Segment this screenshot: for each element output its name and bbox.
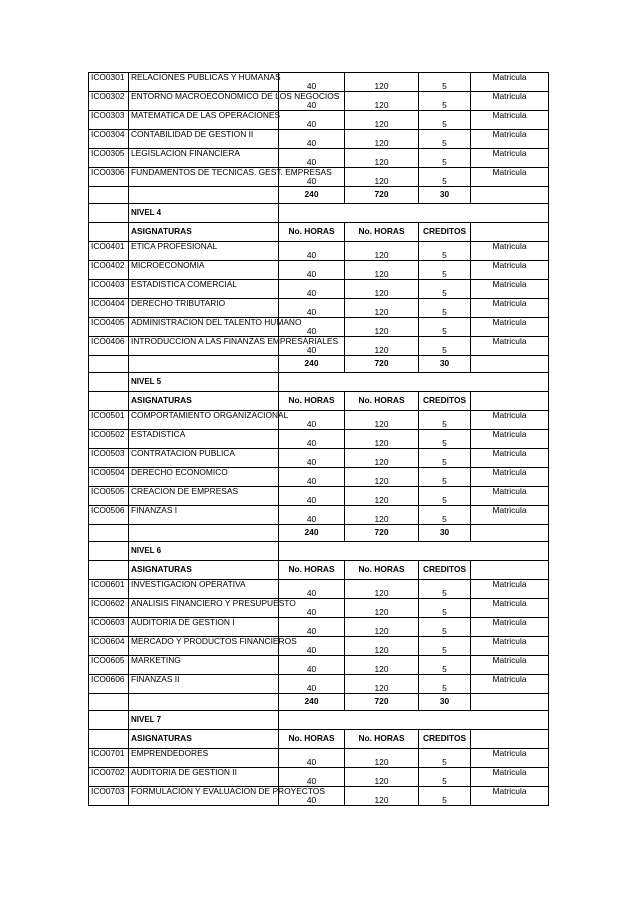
header-asignaturas: ASIGNATURAS: [129, 223, 279, 242]
course-name: FORMULACION Y EVALUACION DE PROYECTOS: [129, 787, 279, 806]
course-code: ICO0606: [89, 675, 129, 694]
course-credits: 5: [419, 749, 471, 768]
header-creditos: CREDITOS: [419, 730, 471, 749]
course-name: AUDITORIA DE GESTION II: [129, 768, 279, 787]
header-horas: No. HORAS: [279, 561, 345, 580]
course-row: [89, 487, 549, 506]
course-hours: 40: [279, 318, 345, 337]
total-hours-sum: 720: [345, 525, 419, 542]
course-code: ICO0302: [89, 92, 129, 111]
course-name: ETICA PROFESIONAL: [129, 242, 279, 261]
total-hours: 240: [279, 694, 345, 711]
matricula-link[interactable]: Matricula: [471, 656, 549, 675]
totals-empty-cell: [471, 356, 549, 373]
course-code: ICO0703: [89, 787, 129, 806]
course-code: ICO0602: [89, 599, 129, 618]
header-empty-cell: [471, 392, 549, 411]
course-credits: 5: [419, 656, 471, 675]
course-code: ICO0605: [89, 656, 129, 675]
level-empty-cell: [471, 204, 549, 223]
level-row: [89, 711, 549, 730]
course-code: ICO0702: [89, 768, 129, 787]
course-credits: 5: [419, 599, 471, 618]
header-horas: No. HORAS: [345, 392, 419, 411]
totals-empty-cell: [129, 187, 279, 204]
course-row: [89, 111, 549, 130]
level-empty-cell: [279, 542, 345, 561]
course-hours: 40: [279, 111, 345, 130]
header-horas: No. HORAS: [279, 223, 345, 242]
course-name: COMPORTAMIENTO ORGANIZACIONAL: [129, 411, 279, 430]
course-code: ICO0306: [89, 168, 129, 187]
course-code: ICO0402: [89, 261, 129, 280]
course-hours: 40: [279, 299, 345, 318]
totals-empty-cell: [89, 525, 129, 542]
course-row: [89, 656, 549, 675]
course-code: ICO0406: [89, 337, 129, 356]
course-hours-total: 120: [345, 261, 419, 280]
column-header-row: [89, 730, 549, 749]
total-hours: 240: [279, 525, 345, 542]
level-code-cell: [89, 204, 129, 223]
matricula-link[interactable]: Matricula: [471, 168, 549, 187]
course-credits: 5: [419, 111, 471, 130]
total-credits: 30: [419, 694, 471, 711]
course-hours-total: 120: [345, 468, 419, 487]
course-hours: 40: [279, 430, 345, 449]
course-hours-total: 120: [345, 299, 419, 318]
course-row: [89, 618, 549, 637]
course-row: [89, 768, 549, 787]
course-name: LEGISLACION FINANCIERA: [129, 149, 279, 168]
header-empty-cell: [471, 730, 549, 749]
matricula-link[interactable]: Matricula: [471, 599, 549, 618]
matricula-link[interactable]: Matricula: [471, 73, 549, 92]
matricula-link[interactable]: Matricula: [471, 430, 549, 449]
course-hours-total: 120: [345, 73, 419, 92]
course-name: EMPRENDEDORES: [129, 749, 279, 768]
course-credits: 5: [419, 168, 471, 187]
header-horas: No. HORAS: [279, 730, 345, 749]
course-row: [89, 637, 549, 656]
level-empty-cell: [345, 542, 419, 561]
course-name: MATEMATICA DE LAS OPERACIONES: [129, 111, 279, 130]
course-credits: 5: [419, 261, 471, 280]
level-empty-cell: [279, 204, 345, 223]
course-name: DERECHO ECONOMICO: [129, 468, 279, 487]
header-code-cell: [89, 223, 129, 242]
course-name: ESTADISTICA COMERCIAL: [129, 280, 279, 299]
course-code: ICO0401: [89, 242, 129, 261]
matricula-link[interactable]: Matricula: [471, 506, 549, 525]
course-name: FINANZAS I: [129, 506, 279, 525]
course-name: MERCADO Y PRODUCTOS FINANCIEROS: [129, 637, 279, 656]
course-row: [89, 468, 549, 487]
course-row: [89, 73, 549, 92]
course-hours: 40: [279, 675, 345, 694]
course-name: INTRODUCCION A LAS FINANZAS EMPRESARIALES: [129, 337, 279, 356]
course-row: [89, 787, 549, 806]
course-code: ICO0501: [89, 411, 129, 430]
level-empty-cell: [279, 711, 345, 730]
course-row: [89, 449, 549, 468]
course-code: ICO0301: [89, 73, 129, 92]
course-name: ADMINISTRACION DEL TALENTO HUMANO: [129, 318, 279, 337]
course-credits: 5: [419, 487, 471, 506]
course-hours-total: 120: [345, 92, 419, 111]
course-row: [89, 749, 549, 768]
matricula-link[interactable]: Matricula: [471, 318, 549, 337]
course-code: ICO0305: [89, 149, 129, 168]
header-creditos: CREDITOS: [419, 561, 471, 580]
level-title: NIVEL 4: [129, 204, 279, 223]
totals-empty-cell: [471, 694, 549, 711]
course-hours-total: 120: [345, 130, 419, 149]
course-hours-total: 120: [345, 618, 419, 637]
total-hours-sum: 720: [345, 187, 419, 204]
course-credits: 5: [419, 768, 471, 787]
course-hours: 40: [279, 280, 345, 299]
course-name: DERECHO TRIBUTARIO: [129, 299, 279, 318]
totals-empty-cell: [89, 694, 129, 711]
course-hours: 40: [279, 768, 345, 787]
course-credits: 5: [419, 411, 471, 430]
level-code-cell: [89, 373, 129, 392]
header-code-cell: [89, 392, 129, 411]
course-credits: 5: [419, 618, 471, 637]
course-code: ICO0505: [89, 487, 129, 506]
course-credits: 5: [419, 637, 471, 656]
matricula-link[interactable]: Matricula: [471, 130, 549, 149]
course-hours-total: 120: [345, 675, 419, 694]
course-hours-total: 120: [345, 787, 419, 806]
course-name: MARKETING: [129, 656, 279, 675]
total-credits: 30: [419, 356, 471, 373]
course-credits: 5: [419, 430, 471, 449]
course-code: ICO0303: [89, 111, 129, 130]
course-code: ICO0604: [89, 637, 129, 656]
course-row: [89, 149, 549, 168]
header-horas: No. HORAS: [345, 730, 419, 749]
course-row: [89, 299, 549, 318]
course-row: [89, 506, 549, 525]
course-hours-total: 120: [345, 637, 419, 656]
course-hours: 40: [279, 599, 345, 618]
course-code: ICO0701: [89, 749, 129, 768]
level-empty-cell: [345, 373, 419, 392]
matricula-link[interactable]: Matricula: [471, 675, 549, 694]
course-name: ESTADISTICA: [129, 430, 279, 449]
course-code: ICO0504: [89, 468, 129, 487]
course-code: ICO0601: [89, 580, 129, 599]
course-row: [89, 430, 549, 449]
course-hours-total: 120: [345, 749, 419, 768]
course-code: ICO0603: [89, 618, 129, 637]
curriculum-table: [88, 72, 549, 806]
course-hours: 40: [279, 580, 345, 599]
level-empty-cell: [471, 542, 549, 561]
totals-empty-cell: [129, 356, 279, 373]
matricula-link[interactable]: Matricula: [471, 787, 549, 806]
level-row: [89, 542, 549, 561]
level-empty-cell: [419, 204, 471, 223]
course-hours: 40: [279, 487, 345, 506]
course-hours: 40: [279, 337, 345, 356]
course-hours: 40: [279, 168, 345, 187]
course-hours: 40: [279, 449, 345, 468]
level-row: [89, 204, 549, 223]
course-name: FUNDAMENTOS DE TECNICAS. GEST. EMPRESAS: [129, 168, 279, 187]
level-empty-cell: [345, 204, 419, 223]
course-hours: 40: [279, 411, 345, 430]
totals-row: [89, 694, 549, 711]
course-name: ANALISIS FINANCIERO Y PRESUPUESTO: [129, 599, 279, 618]
course-name: CREACION DE EMPRESAS: [129, 487, 279, 506]
level-title: NIVEL 6: [129, 542, 279, 561]
matricula-link[interactable]: Matricula: [471, 618, 549, 637]
header-horas: No. HORAS: [345, 561, 419, 580]
header-empty-cell: [471, 223, 549, 242]
header-horas: No. HORAS: [345, 223, 419, 242]
header-asignaturas: ASIGNATURAS: [129, 392, 279, 411]
totals-empty-cell: [89, 187, 129, 204]
matricula-link[interactable]: Matricula: [471, 411, 549, 430]
course-credits: 5: [419, 149, 471, 168]
totals-empty-cell: [129, 694, 279, 711]
course-credits: 5: [419, 299, 471, 318]
course-hours: 40: [279, 506, 345, 525]
course-hours-total: 120: [345, 580, 419, 599]
level-empty-cell: [471, 711, 549, 730]
course-row: [89, 280, 549, 299]
course-hours: 40: [279, 130, 345, 149]
course-code: ICO0404: [89, 299, 129, 318]
course-row: [89, 411, 549, 430]
matricula-link[interactable]: Matricula: [471, 449, 549, 468]
course-name: CONTRATACION PUBLICA: [129, 449, 279, 468]
course-credits: 5: [419, 280, 471, 299]
course-hours: 40: [279, 73, 345, 92]
header-creditos: CREDITOS: [419, 223, 471, 242]
course-hours: 40: [279, 92, 345, 111]
matricula-link[interactable]: Matricula: [471, 749, 549, 768]
course-hours: 40: [279, 618, 345, 637]
matricula-link[interactable]: Matricula: [471, 768, 549, 787]
course-credits: 5: [419, 580, 471, 599]
course-hours-total: 120: [345, 337, 419, 356]
course-credits: 5: [419, 242, 471, 261]
course-hours-total: 120: [345, 449, 419, 468]
course-hours: 40: [279, 261, 345, 280]
course-code: ICO0506: [89, 506, 129, 525]
course-row: [89, 92, 549, 111]
level-empty-cell: [345, 711, 419, 730]
header-asignaturas: ASIGNATURAS: [129, 561, 279, 580]
matricula-link[interactable]: Matricula: [471, 261, 549, 280]
level-empty-cell: [279, 373, 345, 392]
course-hours-total: 120: [345, 149, 419, 168]
header-empty-cell: [471, 561, 549, 580]
course-hours-total: 120: [345, 318, 419, 337]
matricula-link[interactable]: Matricula: [471, 242, 549, 261]
course-credits: 5: [419, 130, 471, 149]
matricula-link[interactable]: Matricula: [471, 468, 549, 487]
level-row: [89, 373, 549, 392]
matricula-link[interactable]: Matricula: [471, 487, 549, 506]
course-credits: 5: [419, 787, 471, 806]
course-credits: 5: [419, 92, 471, 111]
course-name: MICROECONOMIA: [129, 261, 279, 280]
course-hours-total: 120: [345, 280, 419, 299]
course-hours: 40: [279, 637, 345, 656]
header-code-cell: [89, 561, 129, 580]
course-row: [89, 318, 549, 337]
total-hours-sum: 720: [345, 356, 419, 373]
course-name: AUDITORIA DE GESTION I: [129, 618, 279, 637]
course-hours-total: 120: [345, 656, 419, 675]
totals-empty-cell: [129, 525, 279, 542]
course-hours-total: 120: [345, 242, 419, 261]
course-hours-total: 120: [345, 168, 419, 187]
course-hours-total: 120: [345, 487, 419, 506]
totals-row: [89, 356, 549, 373]
header-creditos: CREDITOS: [419, 392, 471, 411]
matricula-link[interactable]: Matricula: [471, 280, 549, 299]
course-hours-total: 120: [345, 430, 419, 449]
course-hours: 40: [279, 149, 345, 168]
level-code-cell: [89, 542, 129, 561]
level-empty-cell: [419, 542, 471, 561]
course-credits: 5: [419, 468, 471, 487]
course-hours-total: 120: [345, 111, 419, 130]
course-row: [89, 675, 549, 694]
course-name: ENTORNO MACROECONOMICO DE LOS NEGOCIOS: [129, 92, 279, 111]
level-title: NIVEL 7: [129, 711, 279, 730]
matricula-link[interactable]: Matricula: [471, 580, 549, 599]
course-credits: 5: [419, 337, 471, 356]
matricula-link[interactable]: Matricula: [471, 637, 549, 656]
total-hours-sum: 720: [345, 694, 419, 711]
course-row: [89, 580, 549, 599]
totals-empty-cell: [471, 525, 549, 542]
course-hours: 40: [279, 787, 345, 806]
header-code-cell: [89, 730, 129, 749]
column-header-row: [89, 392, 549, 411]
course-credits: 5: [419, 318, 471, 337]
course-row: [89, 130, 549, 149]
course-code: ICO0502: [89, 430, 129, 449]
matricula-link[interactable]: Matricula: [471, 149, 549, 168]
column-header-row: [89, 223, 549, 242]
course-name: CONTABILIDAD DE GESTION II: [129, 130, 279, 149]
course-hours-total: 120: [345, 411, 419, 430]
matricula-link[interactable]: Matricula: [471, 111, 549, 130]
course-credits: 5: [419, 449, 471, 468]
course-row: [89, 337, 549, 356]
course-hours: 40: [279, 242, 345, 261]
matricula-link[interactable]: Matricula: [471, 92, 549, 111]
course-credits: 5: [419, 675, 471, 694]
course-credits: 5: [419, 506, 471, 525]
course-hours: 40: [279, 749, 345, 768]
course-row: [89, 599, 549, 618]
course-name: RELACIONES PUBLICAS Y HUMANAS: [129, 73, 279, 92]
totals-row: [89, 525, 549, 542]
level-title: NIVEL 5: [129, 373, 279, 392]
matricula-link[interactable]: Matricula: [471, 337, 549, 356]
course-row: [89, 261, 549, 280]
course-code: ICO0403: [89, 280, 129, 299]
total-hours: 240: [279, 356, 345, 373]
course-code: ICO0503: [89, 449, 129, 468]
column-header-row: [89, 561, 549, 580]
matricula-link[interactable]: Matricula: [471, 299, 549, 318]
level-empty-cell: [471, 373, 549, 392]
level-empty-cell: [419, 711, 471, 730]
level-code-cell: [89, 711, 129, 730]
course-name: INVESTIGACION OPERATIVA: [129, 580, 279, 599]
header-horas: No. HORAS: [279, 392, 345, 411]
course-hours-total: 120: [345, 768, 419, 787]
course-hours-total: 120: [345, 506, 419, 525]
curriculum-sheet: [88, 72, 548, 806]
totals-empty-cell: [471, 187, 549, 204]
total-credits: 30: [419, 525, 471, 542]
level-empty-cell: [419, 373, 471, 392]
course-row: [89, 168, 549, 187]
course-row: [89, 242, 549, 261]
course-name: FINANZAS II: [129, 675, 279, 694]
course-hours-total: 120: [345, 599, 419, 618]
course-credits: 5: [419, 73, 471, 92]
course-hours: 40: [279, 656, 345, 675]
course-code: ICO0405: [89, 318, 129, 337]
header-asignaturas: ASIGNATURAS: [129, 730, 279, 749]
total-hours: 240: [279, 187, 345, 204]
total-credits: 30: [419, 187, 471, 204]
course-code: ICO0304: [89, 130, 129, 149]
course-hours: 40: [279, 468, 345, 487]
totals-row: [89, 187, 549, 204]
totals-empty-cell: [89, 356, 129, 373]
